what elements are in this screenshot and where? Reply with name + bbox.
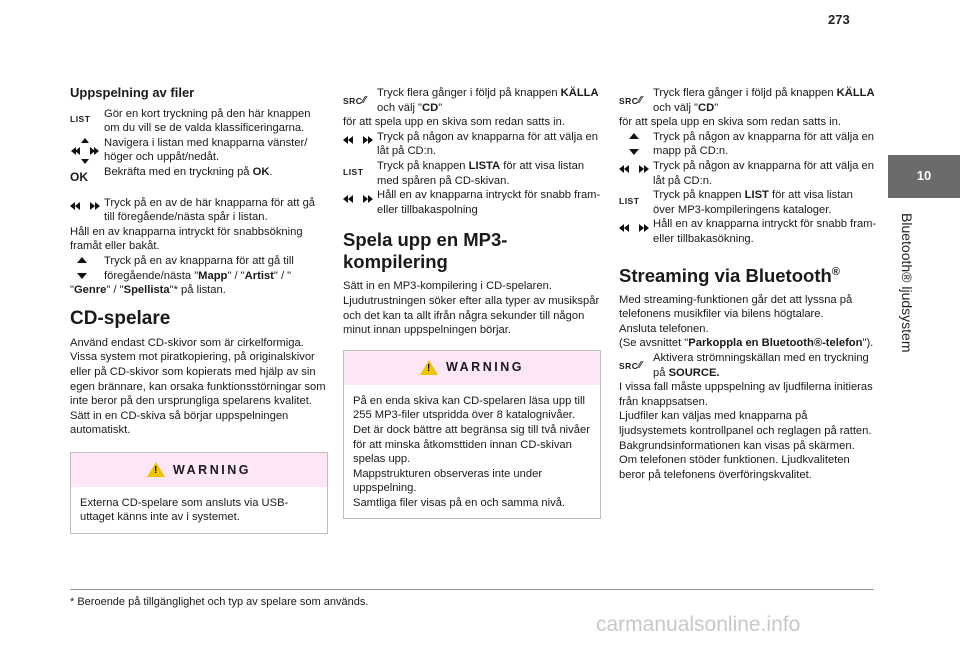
chapter-tab: 10 <box>888 155 960 198</box>
column-3 <box>619 86 877 482</box>
list-text: Tryck på knappen LISTA för att visa listan med spåren på CD-skivan. <box>377 159 585 187</box>
seek-arrows-icon <box>619 217 653 233</box>
ok-text: Bekräfta med en tryckning på OK. <box>104 165 273 178</box>
mp3-text: Sätt in en MP3-kompilering i CD-spelaren. Ljudutrustningen söker efter alla typer av musikspår och det kan ta allt ifrån några sekunder till någon minut innan uppspelningen börjar. <box>343 280 600 337</box>
footer-divider <box>70 589 874 590</box>
bt-text-5: Ljudfiler kan väljas med knapparna på ljudsystemets kontrollpanel och reglagen på ratten. Bakgrundsinformationen kan visas på skärmen. <box>619 410 872 452</box>
src-button-icon: SRC ⁄⁄ <box>343 95 366 106</box>
folder-text-b: "Genre" / "Spellista"* på listan. <box>70 284 226 297</box>
up-down-arrows-icon <box>70 254 104 281</box>
up-down-arrows-icon <box>619 130 653 157</box>
chapter-title-vertical <box>896 213 916 373</box>
four-way-arrows-icon <box>70 136 104 165</box>
src-button-icon: SRC ⁄⁄ <box>619 360 642 372</box>
src-text-b: för att spela upp en skiva som redan satts in. <box>619 116 842 129</box>
activate-text: Aktivera strömningskällan med en tryckning på SOURCE. <box>653 352 869 379</box>
seek-arrows-icon <box>343 188 377 204</box>
ok-button-icon: OK <box>70 169 88 184</box>
warning-box-1 <box>70 452 328 534</box>
heading-playback: Uppspelning av filer <box>70 85 195 100</box>
track-arrows-icon <box>343 130 377 146</box>
warning-header: ! WARNING <box>344 351 600 385</box>
chapter-title: Bluetooth® ljudsystem <box>899 213 915 353</box>
list-text: Tryck på knappen LIST för att visa listan över MP3-kompileringens kataloger. <box>653 189 853 216</box>
hold-text: Håll en av knapparna intryckt för snabbsökning framåt eller bakåt. <box>70 225 303 253</box>
folder-text-a: Tryck på en av knapparna för att gå till föregående/nästa "Mapp" / "Artist" / " <box>104 254 294 282</box>
nav-text: Navigera i listan med knapparna vänster/ höger och uppåt/nedåt. <box>104 136 308 164</box>
warning-body: På en enda skiva kan CD-spelaren läsa upp till 255 MP3-filer utspridda över 8 katalognivåer. Det är dock bättre att begränsa sig till två nivåer för att minska åtkomsttiden innan CD-skivan spelas upp. Mappstrukturen observeras inte under uppspelning. Samtliga filer visas på en och samma nivå. <box>353 394 590 509</box>
skip-text: Tryck på en av de här knapparna för att gå till föregående/nästa spår i listan. <box>104 196 316 224</box>
heading-bluetooth-streaming: Streaming via Bluetooth® <box>619 264 840 286</box>
hold-text: Håll en av knapparna intryckt för snabb fram- eller tillbakasökning. <box>653 218 877 245</box>
warning-box-2 <box>343 350 601 520</box>
heading-mp3: Spela upp en MP3-kompilering <box>343 229 508 273</box>
column-1 <box>70 86 328 534</box>
bt-text-3: (Se avsnittet "Parkoppla en Bluetooth®-telefon"). <box>619 337 874 350</box>
src-text-a: Tryck flera gånger i följd på knappen KÄLLA och välj "CD" <box>377 87 599 114</box>
list-button-icon: LIST <box>70 113 91 124</box>
cd-text: Använd endast CD-skivor som är cirkelformiga. Vissa system mot piratkopiering, på originalskivor eller på CD-skivor som kopierats med hjälp av sin egen brännare, kan orsaka funktionsstörningar som inte beror på den ursprungliga spelarens kvalitet. <box>70 336 326 408</box>
list-button-icon: LIST <box>619 196 640 207</box>
track-arrows-icon <box>619 159 653 175</box>
track-text: Tryck på någon av knapparna för att välja en låt på CD:n. <box>377 130 598 158</box>
watermark: carmanualsonline.info <box>596 613 801 636</box>
bt-text-1: Med streaming-funktionen går det att lyssna på telefonens musikfiler via bilens högtalare. <box>619 293 853 321</box>
warning-header: ! WARNING <box>71 453 327 487</box>
footnote: * Beroende på tillgänglighet och typ av spelare som används. <box>70 596 369 608</box>
bt-text-2: Ansluta telefonen. <box>619 322 709 335</box>
src-button-icon: SRC ⁄⁄ <box>619 95 642 106</box>
warning-icon <box>420 360 438 375</box>
src-text-a: Tryck flera gånger i följd på knappen KÄLLA och välj "CD" <box>653 87 875 114</box>
page-number: 273 <box>828 12 850 27</box>
src-text-b: för att spela upp en skiva som redan satts in. <box>343 116 566 129</box>
heading-cd-player: CD-spelare <box>70 307 171 329</box>
track-text: Tryck på någon av knapparna för att välja en låt på CD:n. <box>653 159 874 187</box>
hold-text: Håll en av knapparna intryckt för snabb fram- eller tillbakaspolning <box>377 189 601 216</box>
cd-insert-text: Sätt in en CD-skiva så börjar uppspelningen automatiskt. <box>70 409 289 437</box>
warning-body: Externa CD-spelare som ansluts via USB-uttaget känns inte av i systemet. <box>80 496 289 524</box>
list-button-icon: LIST <box>343 166 364 177</box>
warning-icon <box>147 462 165 477</box>
bt-text-6: Om telefonen stöder funktionen. Ljudkvaliteten beror på telefonens överföringskvalitet. <box>619 454 850 481</box>
bt-text-4: I vissa fall måste uppspelning av ljudfilerna initieras från knappsatsen. <box>619 381 873 408</box>
list-text: Gör en kort tryckning på den här knappen om du vill se de valda klassificeringarna. <box>104 107 311 135</box>
column-2 <box>343 86 601 519</box>
skip-arrows-icon <box>70 196 104 212</box>
folder-text: Tryck på någon av knapparna för att välja en mapp på CD:n. <box>653 130 874 158</box>
